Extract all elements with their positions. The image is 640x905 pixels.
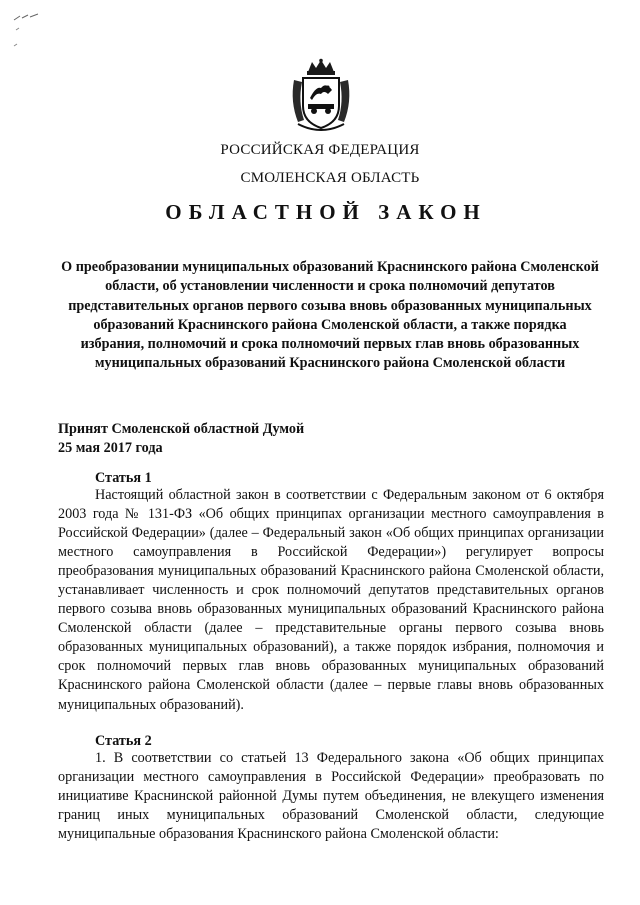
- adoption-body: Принят Смоленской областной Думой: [58, 421, 305, 437]
- scan-artifact-mark: [8, 6, 48, 56]
- article-1-text: Настоящий областной закон в соответствии с Федеральным законом от 6 октября 2003 года № 131-ФЗ «Об общих принципах организации местного самоуправления в Российской Федерации» (далее – Федеральный закон «Об общих принципах организации местного самоуправления в Российской Федерации») регулирует вопросы преобразования муниципальных образований Краснинского района Смоленской области, устанавливает численность и срок полномочий депутатов представительных органов первого созыва вновь образованных муниципальных образований Краснинского района Смоленской области (далее – представительные органы первого созыва вновь образованных муниципальных образований), а также порядок избрания, полномочия и срок полномочий первых глав вновь образованных муниципальных образований Краснинского района Смоленской области (далее – первые главы вновь образованных муниципальных образований).: [58, 487, 604, 713]
- smolensk-coat-of-arms-icon: [288, 58, 354, 134]
- law-title: О преобразовании муниципальных образований Краснинского района Смоленской области, об установлении численности и срока полномочий депутатов представительных органов первого созыва вновь образованных муниципальных образований Краснинского района Смоленской области, а также порядка избрания, полномочий и срока полномочий первых глав вновь образованных муниципальных образований Краснинского района Смоленской области: [61, 259, 599, 372]
- adoption-date: 25 мая 2017 года: [58, 440, 163, 456]
- article-2-text: 1. В соответствии со статьей 13 Федерального закона «Об общих принципах организации местного самоуправления в Российской Федерации» преобразовать по инициативе Краснинской районной Думы путем объединения, не влекущего изменения границ иных муниципальных образований Смоленской области, следующие муниципальные образования Краснинского района Смоленской области:: [58, 750, 604, 843]
- article-1-heading: Статья 1: [95, 470, 152, 486]
- adoption-block: [58, 420, 304, 458]
- document-type-heading: ОБЛАСТНОЙ ЗАКОН: [165, 200, 487, 224]
- country-name: РОССИЙСКАЯ ФЕДЕРАЦИЯ: [220, 142, 420, 158]
- region-name: СМОЛЕНСКАЯ ОБЛАСТЬ: [240, 170, 420, 186]
- article-2-heading: Статья 2: [95, 733, 152, 749]
